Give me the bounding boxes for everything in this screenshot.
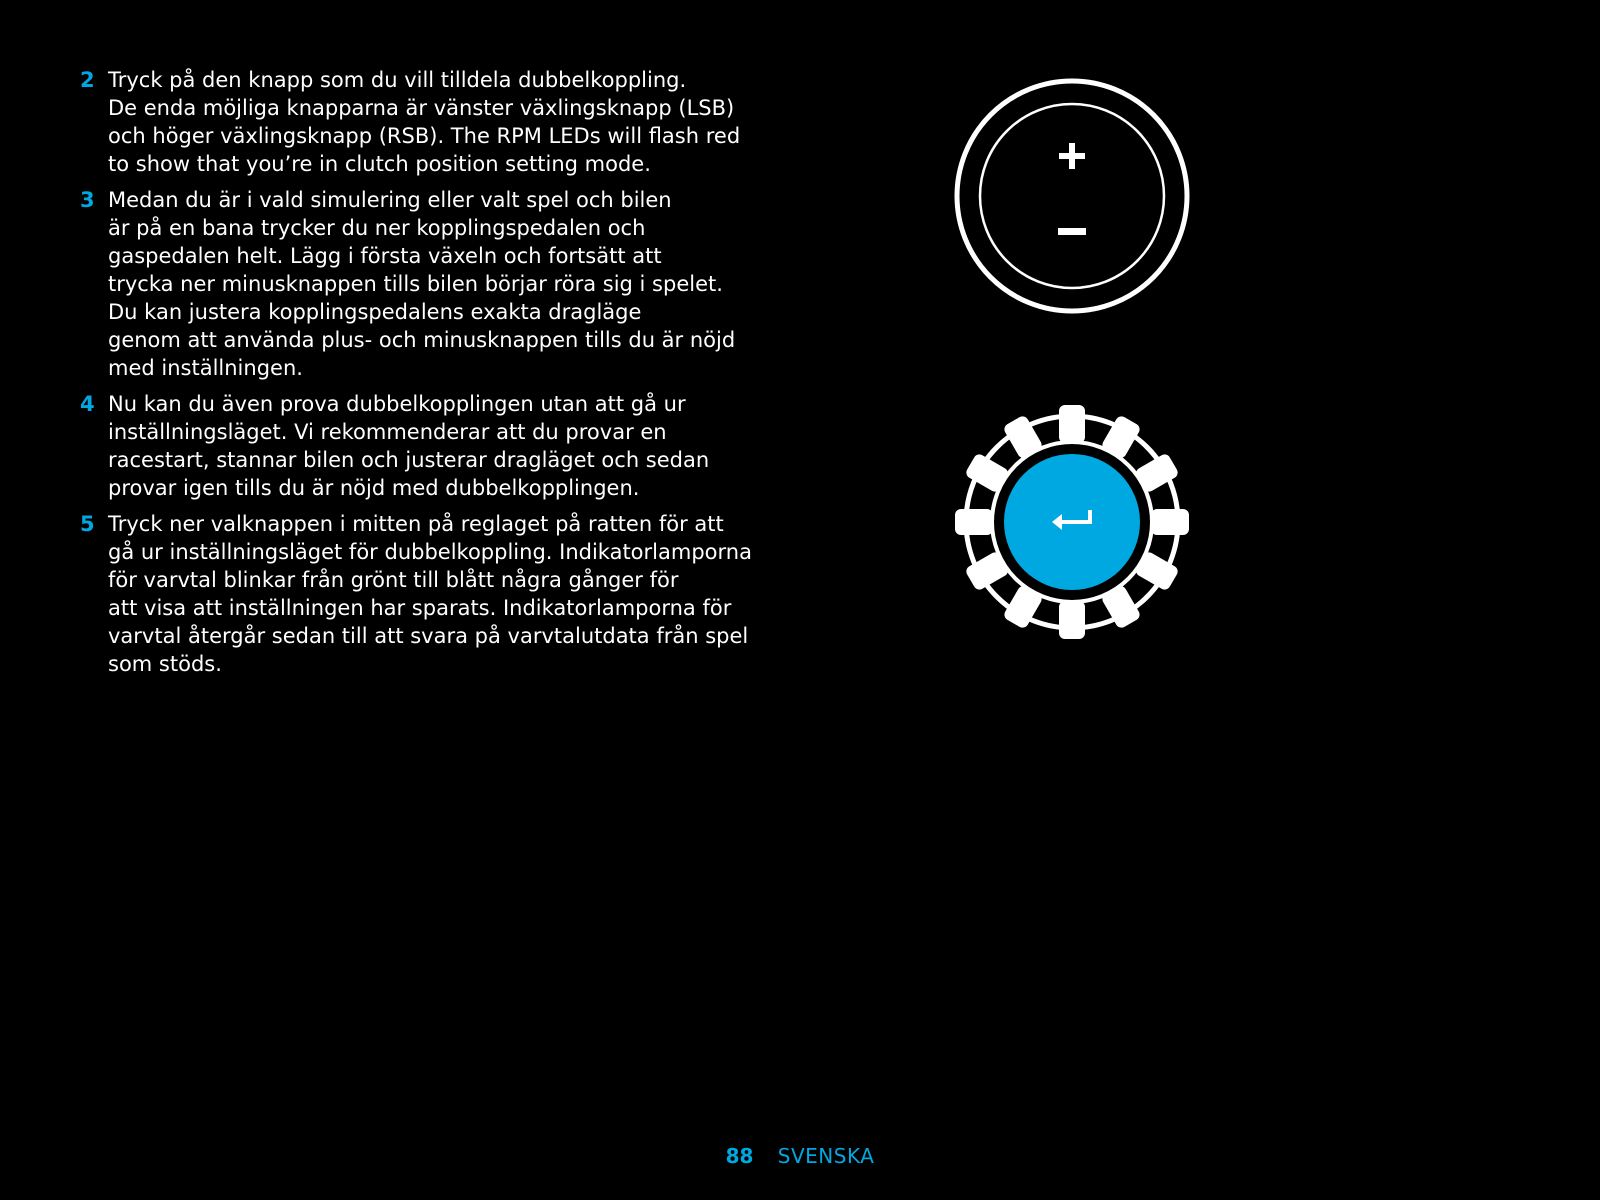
step-number: 5 bbox=[80, 512, 95, 536]
step-text-line: med inställningen. bbox=[108, 356, 303, 380]
minus-icon bbox=[1058, 228, 1086, 235]
plus-icon bbox=[1059, 143, 1085, 169]
step-item bbox=[80, 510, 800, 678]
inner-ring bbox=[980, 104, 1164, 288]
step-item bbox=[80, 390, 800, 502]
dial-tooth bbox=[1059, 405, 1085, 443]
step-text bbox=[108, 390, 800, 502]
step-text-line: provar igen tills du är nöjd med dubbelkopplingen. bbox=[108, 476, 640, 500]
step-text-line: varvtal återgår sedan till att svara på varvtalutdata från spel bbox=[108, 624, 749, 648]
step-number: 3 bbox=[80, 188, 95, 212]
rotary-dial-illustration bbox=[952, 402, 1192, 642]
step-text-line: trycka ner minusknappen tills bilen börjar röra sig i spelet. bbox=[108, 272, 723, 296]
step-item bbox=[80, 186, 800, 382]
step-text-line: genom att använda plus- och minusknappen tills du är nöjd bbox=[108, 328, 736, 352]
step-text-line: gaspedalen helt. Lägg i första växeln och fortsätt att bbox=[108, 244, 662, 268]
rotary-dial-graphic bbox=[952, 402, 1192, 642]
step-number: 4 bbox=[80, 392, 95, 416]
step-text-line: to show that you’re in clutch position setting mode. bbox=[108, 152, 651, 176]
step-text-line: Nu kan du även prova dubbelkopplingen utan att gå ur bbox=[108, 392, 686, 416]
step-text bbox=[108, 510, 800, 678]
section-name: SVENSKA bbox=[777, 1144, 875, 1168]
step-text-line: Du kan justera kopplingspedalens exakta dragläge bbox=[108, 300, 642, 324]
outer-ring bbox=[957, 81, 1187, 311]
dial-tooth bbox=[1151, 509, 1189, 535]
step-text-line: gå ur inställningsläget för dubbelkoppling. Indikatorlamporna bbox=[108, 540, 752, 564]
dial-tooth bbox=[1059, 601, 1085, 639]
step-text-line: och höger växlingsknapp (RSB). The RPM LEDs will flash red bbox=[108, 124, 741, 148]
step-text-line: De enda möjliga knapparna är vänster växlingsknapp (LSB) bbox=[108, 96, 735, 120]
step-text-line: inställningsläget. Vi rekommenderar att du provar en bbox=[108, 420, 667, 444]
step-text-line: som stöds. bbox=[108, 652, 222, 676]
step-text bbox=[108, 186, 800, 382]
step-text-line: är på en bana trycker du ner kopplingspedalen och bbox=[108, 216, 646, 240]
plus-minus-button-graphic bbox=[952, 76, 1192, 316]
instruction-steps bbox=[80, 66, 800, 686]
plus-minus-button-illustration bbox=[952, 76, 1192, 316]
page-number: 88 bbox=[725, 1144, 754, 1168]
step-number: 2 bbox=[80, 68, 95, 92]
step-text-line: Tryck på den knapp som du vill tilldela dubbelkoppling. bbox=[108, 68, 687, 92]
step-text-line: för varvtal blinkar från grönt till blått några gånger för bbox=[108, 568, 679, 592]
step-text bbox=[108, 66, 800, 178]
dial-tooth bbox=[955, 509, 993, 535]
step-item bbox=[80, 66, 800, 178]
page-footer bbox=[0, 1142, 1600, 1170]
step-text-line: Medan du är i vald simulering eller valt spel och bilen bbox=[108, 188, 672, 212]
step-text-line: racestart, stannar bilen och justerar dragläget och sedan bbox=[108, 448, 710, 472]
step-text-line: att visa att inställningen har sparats. Indikatorlamporna för bbox=[108, 596, 732, 620]
step-text-line: Tryck ner valknappen i mitten på reglaget på ratten för att bbox=[108, 512, 724, 536]
